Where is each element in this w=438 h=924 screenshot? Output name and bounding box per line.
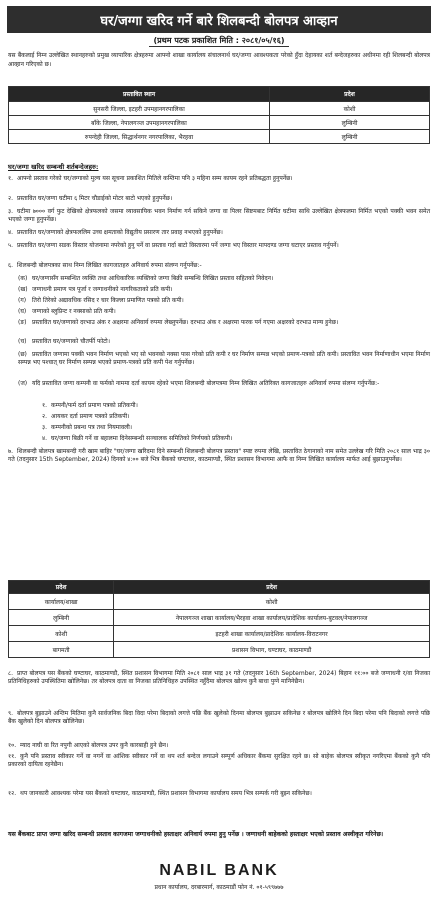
item-text: जग्गाको ब्लुप्रिन्ट र नक्साको प्रति कपी। [32,308,116,315]
item-number: (ग) [18,297,27,304]
item-text: आयकर दर्ता प्रमाण पत्रको प्रतिकपी। [51,413,130,420]
province-cell: लुम्बिनी [9,610,114,626]
publication-date [0,35,438,47]
location-table [8,86,430,144]
item-text: शिलबन्दी बोलपत्रका साथ निम्न लिखित कागजातहरु अनिवार्य रुपमा संलग्न गर्नुपर्नेछ:- [17,262,202,269]
office-cell: इटहरी शाखा कार्यालय/प्रादेशिक कार्यालय-विराटनगर [114,626,430,642]
item-number: ३. [42,424,48,431]
province-cell: कोशी [270,102,430,116]
item-number: १०. [8,742,17,749]
item-text: प्रस्तावित घर/जग्गाको क्षेत्रफललिम उच्च क्षमताको विद्युतीय प्रसारण तार प्रवाह नभएको हुनुपर्नेछ। [17,229,223,236]
table-row [9,130,430,144]
item-text: तिरो तिरेको अद्यावधिक रसिद र चार किल्ला प्रमाणित पत्रको प्रति कपी। [32,297,184,304]
item-number: ९. [8,710,14,717]
condition-item [8,242,430,250]
item-text: म्याद नाघी वा रित नपुगी आएको बोलपत्र उपर कुनै कारबाही हुने छैन। [20,742,169,749]
province-cell: कार्यालय/शाखा [9,594,114,610]
document-item [18,308,430,316]
table-row [9,116,430,130]
item-number: (छ) [18,351,27,358]
item-text: प्रस्तावित घर/जग्गाको चौतर्फी फोटो। [32,338,111,345]
item-number: ६. [8,262,14,269]
item-text: प्रस्तावित घर/जग्गाको दरभाउ अंक र अक्षरमा अनिवार्य रुपमा लेख्नुपर्नेछ। दरभाउ अंक र अक्षरमा फरक पर्न गएमा अक्षरको दरभाउ मान्य हुनेछ। [32,319,339,326]
office-cell: प्रशासन विभाग, घण्टाघर, काठमाण्डौं [114,642,430,658]
item-number: (च) [18,338,27,345]
table-row [9,594,430,610]
item-text: कम्पनीको प्रबन्ध पत्र तथा नियमावली। [51,424,133,431]
page-title: घर/जग्गा खरिद गर्ने बारे शिलबन्दी बोलपत्र आव्हान [7,6,431,33]
bank-logo: NABIL BANK [159,862,279,879]
table-row [9,610,430,626]
office-table [8,580,430,658]
item-number: ४. [8,229,14,236]
document-item [18,338,430,346]
item-number: ८. [8,670,14,677]
publication-date-text: (प्रथम पटक प्रकाशित मिति : २०८१/०५/१६) [149,35,288,47]
head-office-address: प्रधान कार्यालय, दरबारमार्ग, काठमाडौं फोन नं. ०१-५९९७७७ [154,884,284,891]
document-item [18,297,430,305]
item-number: (ङ) [18,319,27,326]
intro-paragraph: यस बैंकलाई निम्न उल्लेखित स्थानहरुको प्रमुख व्यापारिक क्षेत्रहरुमा आफ्नो शाखा कार्यालय संचालनार्थ घर/जग्गा आवश्यकता परेको हुँदा देहायका शर्त बन्देजहरुका अधीनमा रही शिलबन्दी बोलपत्र आव्हान गरिएको छ। [8,52,430,68]
location-table-header [9,87,430,102]
office-cell: नेपालगञ्ज शाखा कार्यालय/भैरहवा शाखा कार्यालय/प्रादेशिक कार्यालय-बुटवल/नेपालगञ्ज [114,610,430,626]
table-row [9,626,430,642]
document-item [18,286,430,294]
item-number: १. [42,402,48,409]
item-number: १. [8,175,14,182]
location-cell: सुनसरी जिल्ला, इटहरी उपमहानगरपालिका [9,102,270,116]
condition-item [8,790,430,798]
item-number: २. [8,195,14,202]
document-item [18,319,430,327]
item-text: घर/जग्गासँग सम्बन्धित व्यक्ति तथा आधिकारिक व्यक्तिको जग्गा बिक्री सम्बन्धि लिखित प्रस्ताव सहितको निवेदन। [32,275,274,282]
condition-item [8,742,430,750]
province-cell: लुम्बिनी [270,130,430,144]
sub-document-item [42,402,430,410]
condition-item [8,229,430,237]
item-text: शिलबन्दी बोलपत्र खामबन्दी गरी खाम बाहिर "घर/जग्गा खरिदमा दिने सम्बन्धी शिलबन्दी बोलपत्र प्रस्ताव" स्पष्ट रुपमा लेखि, प्रस्तावित ठेगानाको नाम समेत उल्लेख गरि मिति २०८१ साल भाद्र ३० गते (तदनुसार 15th September, 2024) दिनको ४:०० बजे भित्र बैंकको घण्टाघर, काठमाण्डौ, स्थित प्रशासन विभागमा आफै वा निम्न लिखित कार्यालय मार्फत आई बुझाउनुपर्नेछ। [8,448,430,464]
office-cell: कोशी [114,594,430,610]
col-province: प्रदेश [9,581,114,594]
conditions-heading: घर/जग्गा खरिद सम्बन्धी शर्तबन्देजहरु: [8,163,99,171]
province-cell: बागमती [9,642,114,658]
col-office: प्रदेश [114,581,430,594]
col-province: प्रदेश [270,87,430,102]
condition-item [8,710,430,727]
item-number: २. [42,413,48,420]
item-number: ३. [8,208,14,215]
item-text: घर/जग्गा बिक्री गर्ने वा बहालमा दिनेसम्बन्धी सञ्चालक समितिको निर्णयको प्रतिकपी। [51,435,233,442]
item-text: प्रस्तावित घर/जग्गा घटीमा ६ मिटर चौडाईको मोटर बाटो भएको हुनुपर्नेछ। [17,195,173,202]
item-text: यदि प्रस्तावित जग्गा कम्पनी वा फर्मको नाममा दर्ता कायम रहेको भएमा शिलबन्दी बोलपत्रमा निम्न लिखित अतिरिक्त कागजातहरु अनिवार्य रुपमा संलग्न गर्नुपर्नेछ:- [32,380,380,387]
item-text: आफ्नो प्रस्ताव गरेको घर/जग्गाको मुल्य यस सूचना प्रकाशित मितिले कम्तिमा पनि ३ महिना सम्म कायम रहने प्रतिबद्धता हुनुपर्नेछ। [17,175,293,182]
document-item [18,351,430,368]
province-cell: लुम्बिनी [270,116,430,130]
signature-notice: यस बैंकबाट प्राप्त जग्गा खरिद सम्बन्धी प्रस्ताव कागजमा जग्गाधनीको हस्ताक्षर अनिवार्य रुपमा हुनु पर्नेछ । जग्गाधनी बाहेकको हस्ताक्षर भएको प्रस्ताव अस्वीकृत गरिनेछ। [8,831,384,838]
item-number: (ख) [18,286,28,293]
item-number: ११. [8,753,17,760]
condition-item [8,262,430,270]
item-text: घटीमा ७००० वर्ग फुट देखिको क्षेत्रफलको जसमा व्यावसायिक भवन निर्माण गर्न सकिने जग्गा वा पिलर सिष्टमबाट निर्मित घटीमा साथि उल्लेखित क्षेत्रफलमा निर्मित भएको पक्की भवन समेत भएको जग्गा हुनुपर्नेछ। [8,208,430,224]
table-row [9,642,430,658]
condition-item [8,753,430,770]
item-number: (घ) [18,308,27,315]
item-text: प्राप्त बोलपत्र यस बैंकको घण्टाघर, काठमाण्डौ, स्थित प्रशासन विभागमा मिति २०८१ साल भाद्र ३१ गते (तदनुसार 16th September, 2024) बिहान ११:०० बजे जग्गाधनी र/वा निजका प्रतिनिधिहरुको उपस्थितिमा खोलिनेछ। तर बोलपत्र दाता वा निजका प्रतिनिधिहरु उपस्थित नहुँदैमा बोलपत्र खोल्न कुनै बाधा पुग्ने मानिनेछैन। [8,670,430,686]
location-cell: रुपन्देही जिल्ला, सिद्धार्थनगर नगरपालिका, भैरहवा [9,130,270,144]
province-cell: कोशी [9,626,114,642]
item-text: कम्पनी/फर्म दर्ता प्रमाण पत्रको प्रतिकपी। [51,402,138,409]
item-number: ५. [8,242,14,249]
col-proposed-location: प्रस्तावित स्थान [9,87,270,102]
item-number: ७. [8,448,14,455]
sub-document-item [42,413,430,421]
item-text: थप जानकारी आवश्यक परेमा यस बैंकको घण्टाघर, काठमाण्डौ, स्थित प्रशासन विभागमा कार्यालय समय भित्र सम्पर्क गरी बुझ्न सकिनेछ। [20,790,312,797]
condition-item [8,175,430,183]
item-number: १२. [8,790,17,797]
item-number: (क) [18,275,28,282]
condition-item-submission [8,448,430,465]
item-number: ४. [42,435,48,442]
condition-item [8,670,430,687]
condition-item [8,195,430,203]
item-number: (ज) [18,380,28,387]
table-row [9,102,430,116]
document-item [18,380,430,388]
item-text: प्रस्तावित जग्गामा पक्की भवन निर्माण भएको भए सो भवनको नक्सा पास गरेको प्रति कपी र घर निर्माण सम्पन्न भएको प्रमाण-पत्रको प्रति कपी। प्रस्तावित भवन निर्माणाधीन भएमा निर्माण सम्पन्न भए पश्चात् घर निर्माण सम्पन्न भएको प्रमाण-पत्रको प्रति कपी पेश गर्नुपर्नेछ। [18,351,430,367]
sub-document-item [42,435,430,443]
sub-document-item [42,424,430,432]
location-cell: बाँके जिल्ला, नेपालगञ्ज उपमहानगरपालिका [9,116,270,130]
office-table-header [9,581,430,594]
item-text: प्रस्तावित घर/जग्गा सडक विस्तार योजनामा नपरेको हुनु पर्ने वा प्रस्ताव गर्दा बाटो विस्तारमा पर्ने जग्गा भए विस्तार मापदण्ड जग्गा घटाएर प्रस्ताव गर्नुपर्ने। [17,242,339,249]
condition-item [8,208,430,225]
item-text: जग्गाधनी प्रमाण पत्र पूर्जा र जग्गाधनीको नागरिकताको प्रति कपी। [32,286,173,293]
item-text: कुनै पनि प्रस्ताव स्वीकार गर्ने वा नगर्ने वा आंशिक स्वीकार गर्ने वा थप शर्त बन्देज लगाउने सम्पूर्ण अधिकार बैंकमा सुरक्षित रहने छ। सो बाहेक बोलपत्र स्वीकृत नगरिएमा बैंकको कुनै पनि प्रकारको दायित्व रहनेछैन। [8,753,430,769]
document-item [18,275,430,283]
item-text: बोलपत्र बुझाउने अन्तिम मितिमा कुनै सार्वजनिक बिदा विदा परेमा बिदाको लगत्ते पछि बैंक खुलेको दिनमा बोलपत्र बुझाउन सकिनेछ र बोलपत्र खोलिने दिन बिदा परेमा पनि बिदाको लगत्ते पछि बैंक खुलेको दिन बोलपत्र खोलिनेछ। [8,710,430,726]
